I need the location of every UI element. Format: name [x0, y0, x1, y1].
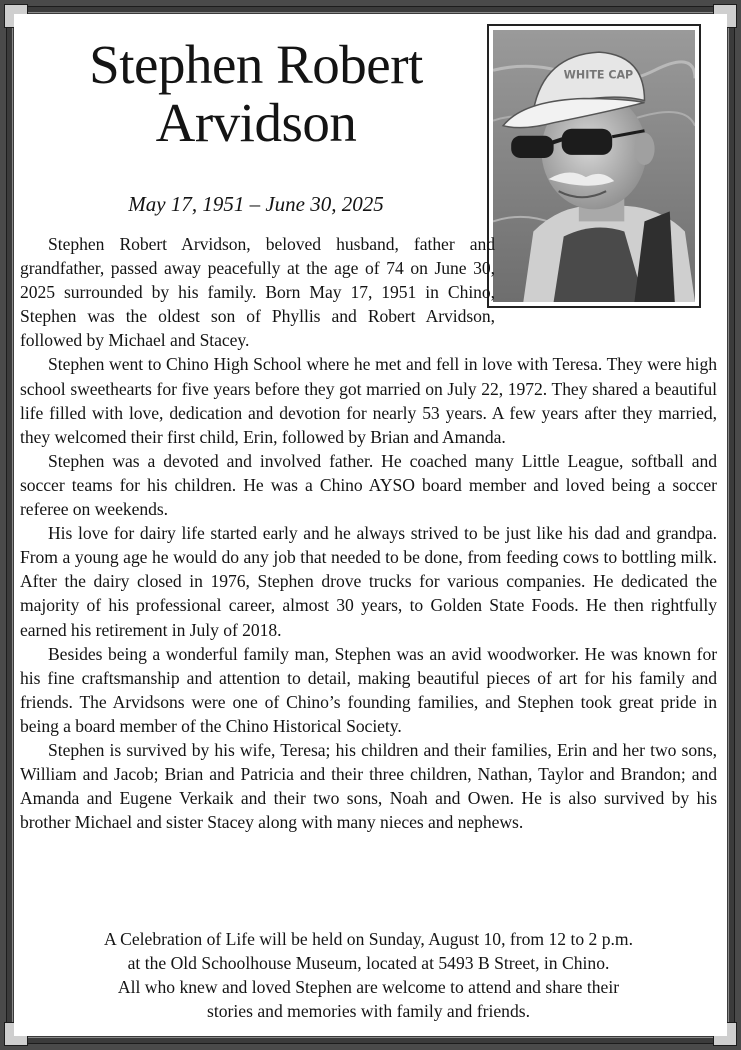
closing-line: A Celebration of Life will be held on Sunday, August 10, from 12 to 2 p.m.: [103, 929, 634, 949]
cap-logo-text: WHITE CAP: [563, 68, 634, 82]
celebration-of-life-notice: [20, 927, 717, 1023]
obituary-title: [28, 36, 484, 152]
paragraph: Stephen is survived by his wife, Teresa; his children and their families, Erin and her two sons, William and Jacob; Brian and Patricia and their three children, Nathan, Taylor and Brandon; and Amanda and Eugene Verkaik and their two sons, Noah and Owen. He is also survived by his brother Michael and sister Stacey along with many nieces and nephews.: [20, 739, 717, 833]
obituary-page: [14, 14, 727, 1036]
title-line-last: Arvidson: [155, 92, 357, 153]
paragraph: Besides being a wonderful family man, Stephen was an avid woodworker. He was known for his fine craftsmanship and attention to detail, making beautiful pieces of art for his family and friends. The Arvidsons were one of Chino’s founding families, and Stephen took great pride in being a board member of the Chino Historical Society.: [20, 643, 717, 736]
obituary-body: [20, 232, 717, 834]
title-line-first: Stephen Robert: [89, 34, 423, 95]
closing-line: stories and memories with family and friends.: [207, 1001, 530, 1021]
paragraph: His love for dairy life started early and he always strived to be just like his dad and grandpa. From a young age he would do any job that needed to be done, from feeding cows to bottling milk. After the dairy closed in 1976, Stephen drove trucks for various companies. He dedicated the majority of his professional career, almost 30 years, to Golden State Foods. He then rightfully earned his retirement in July of 2018.: [20, 523, 717, 640]
paragraph: Stephen was a devoted and involved father. He coached many Little League, softball and soccer teams for his children. He was a Chino AYSO board member and loved being a soccer referee on weekends.: [20, 450, 717, 520]
closing-line: at the Old Schoolhouse Museum, located at 5493 B Street, in Chino.: [127, 953, 610, 973]
photo-text-wrap-spacer: [495, 232, 717, 318]
life-dates: May 17, 1951 – June 30, 2025: [128, 192, 384, 216]
paragraph: Stephen went to Chino High School where he met and fell in love with Teresa. They were high school sweethearts for five years before they got married on July 22, 1972. They shared a beautiful life filled with love, dedication and devotion for nearly 53 years. A few years after they married, they welcomed their first child, Erin, followed by Brian and Amanda.: [20, 354, 717, 447]
paragraph: Stephen Robert Arvidson, beloved husband, father and grandfather, passed away peacefully at the age of 74 on June 30, 2025 surrounded by his family. Born May 17, 1951 in Chino, Stephen was the oldest son of Phyllis and Robert Arvidson, followed by Michael and Stacey.: [20, 234, 495, 351]
closing-line: All who knew and loved Stephen are welcome to attend and share their: [117, 977, 620, 997]
